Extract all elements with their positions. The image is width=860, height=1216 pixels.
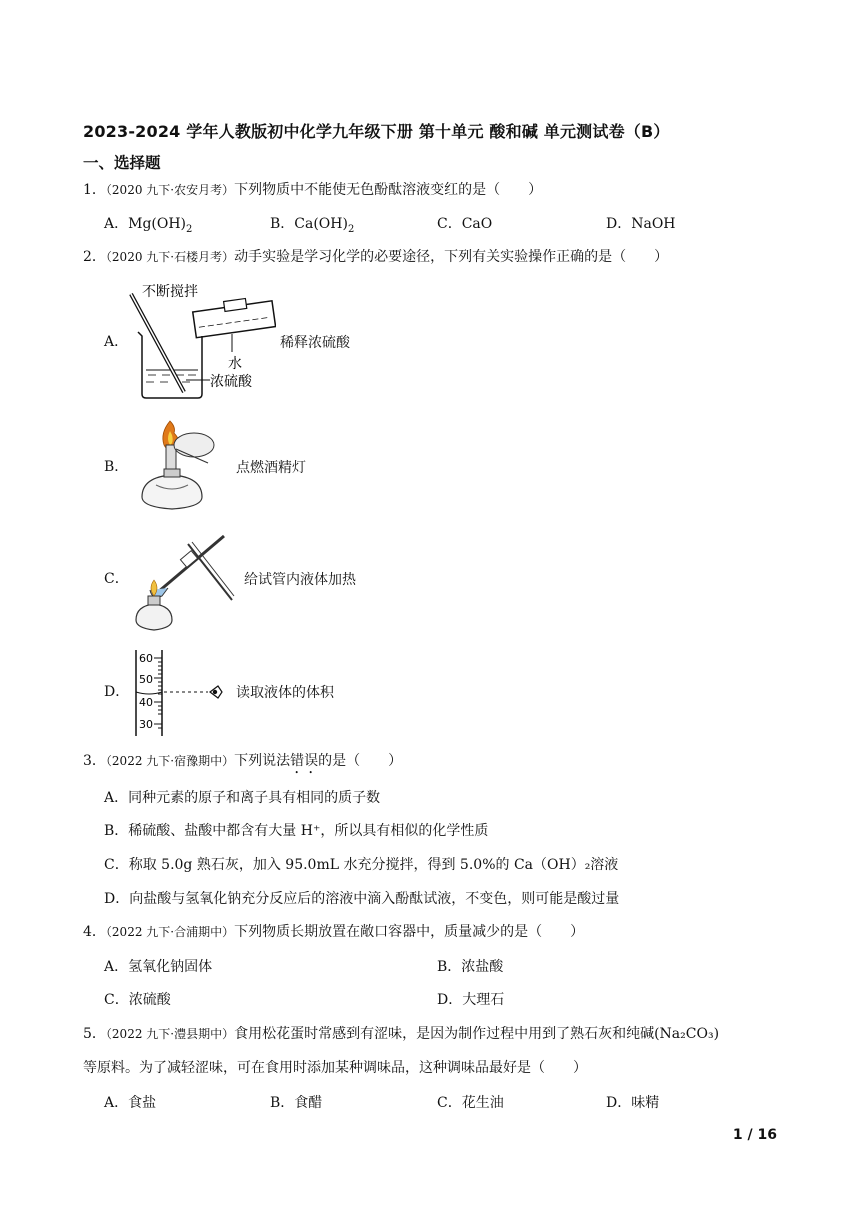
question-2 (83, 247, 668, 267)
option-d-caption: 读取液体的体积 (236, 685, 334, 701)
question-5-line2: 等原料。为了减轻涩味，可在食用时添加某种调味品，这种调味品最好是（ ） (83, 1060, 587, 1076)
question-source: （2022 九下·宿豫期中） (105, 754, 235, 768)
option-a-letter: A． (104, 334, 129, 350)
read-volume-figure (130, 648, 230, 738)
option-a-caption: 稀释浓硫酸 (280, 335, 350, 351)
question-1 (83, 180, 542, 200)
option-d: D．向盐酸与氢氧化钠充分反应后的溶液中滴入酚酞试液，不变色，则可能是酸过量 (104, 891, 620, 907)
option-b: B．$Ca(OH)_2$ (270, 216, 355, 235)
question-number: 5． (83, 1026, 106, 1042)
question-stem: 动手实验是学习化学的必要途径，下列有关实验操作正确的是（ ） (234, 249, 669, 265)
question-5 (83, 1024, 719, 1044)
question-number: 2． (83, 249, 106, 265)
section-heading: 一、选择题 (83, 154, 161, 172)
option-c: C．CaO (437, 216, 493, 232)
option-b-letter: B． (104, 459, 129, 475)
heat-tube-figure (128, 530, 238, 634)
question-source: （2022 九下·合浦期中） (105, 925, 235, 939)
question-number: 1． (83, 182, 106, 198)
option-d: D．味精 (606, 1095, 660, 1111)
tick-40: 40 (139, 696, 153, 709)
option-a: A．同种元素的原子和离子具有相同的质子数 (104, 790, 381, 806)
question-number: 4． (83, 924, 106, 940)
option-b: B．食醋 (270, 1095, 323, 1111)
option-a: A．食盐 (104, 1095, 157, 1111)
tick-60: 60 (139, 652, 153, 665)
option-c-caption-text: 给试管内液体加热 (244, 572, 356, 588)
question-stem: 下列物质中不能使无色酚酞溶液变红的是（ ） (234, 182, 543, 198)
question-source: （2020 九下·石楼月考） (105, 250, 235, 264)
question-3: 3．（2022 九下·宿豫期中）下列说法错误的是（ ） (83, 753, 403, 769)
option-b: B．浓盐酸 (437, 959, 504, 975)
page-title: 2023-2024 学年人教版初中化学九年级下册 第十单元 酸和碱 单元测试卷（B） (83, 122, 670, 141)
tick-30: 30 (139, 718, 153, 731)
light-lamp-figure (128, 415, 223, 515)
option-c: C．花生油 (437, 1095, 504, 1111)
figure-label-stir: 不断搅拌 (142, 284, 198, 300)
question-stem: 下列物质长期放置在敞口容器中，质量减少的是（ ） (234, 924, 585, 940)
option-c-letter: C． (104, 571, 129, 587)
tick-50: 50 (139, 673, 153, 686)
option-c: C．浓硫酸 (104, 992, 171, 1008)
option-b-caption: 点燃酒精灯 (236, 460, 306, 476)
question-stem-line1: 食用松花蛋时常感到有涩味，是因为制作过程中用到了熟石灰和纯碱(Na₂CO₃) (234, 1026, 720, 1042)
emphasis-word: 错误 (290, 753, 319, 769)
option-d: D．NaOH (606, 216, 676, 232)
figure-label-acid: 浓硫酸 (210, 374, 252, 390)
question-source: （2022 九下·澧县期中） (105, 1027, 235, 1041)
option-d-letter: D． (104, 684, 130, 700)
option-b: B．稀硫酸、盐酸中都含有大量 H⁺，所以具有相似的化学性质 (104, 823, 489, 839)
question-4 (83, 922, 584, 942)
figure-label-water: 水 (228, 356, 242, 372)
option-a: A．$Mg(OH)_2$ (104, 216, 193, 235)
page-number: 1 / 16 (732, 1127, 777, 1143)
option-a: A．氢氧化钠固体 (104, 959, 213, 975)
dilute-acid-figure (126, 282, 276, 402)
option-d: D．大理石 (437, 992, 505, 1008)
question-number: 3． (83, 753, 106, 769)
question-source: （2020 九下·农安月考） (105, 183, 235, 197)
option-c: C．称取 5.0g 熟石灰，加入 95.0mL 水充分搅拌，得到 5.0%的 Ca（OH）₂溶液 (104, 857, 619, 873)
